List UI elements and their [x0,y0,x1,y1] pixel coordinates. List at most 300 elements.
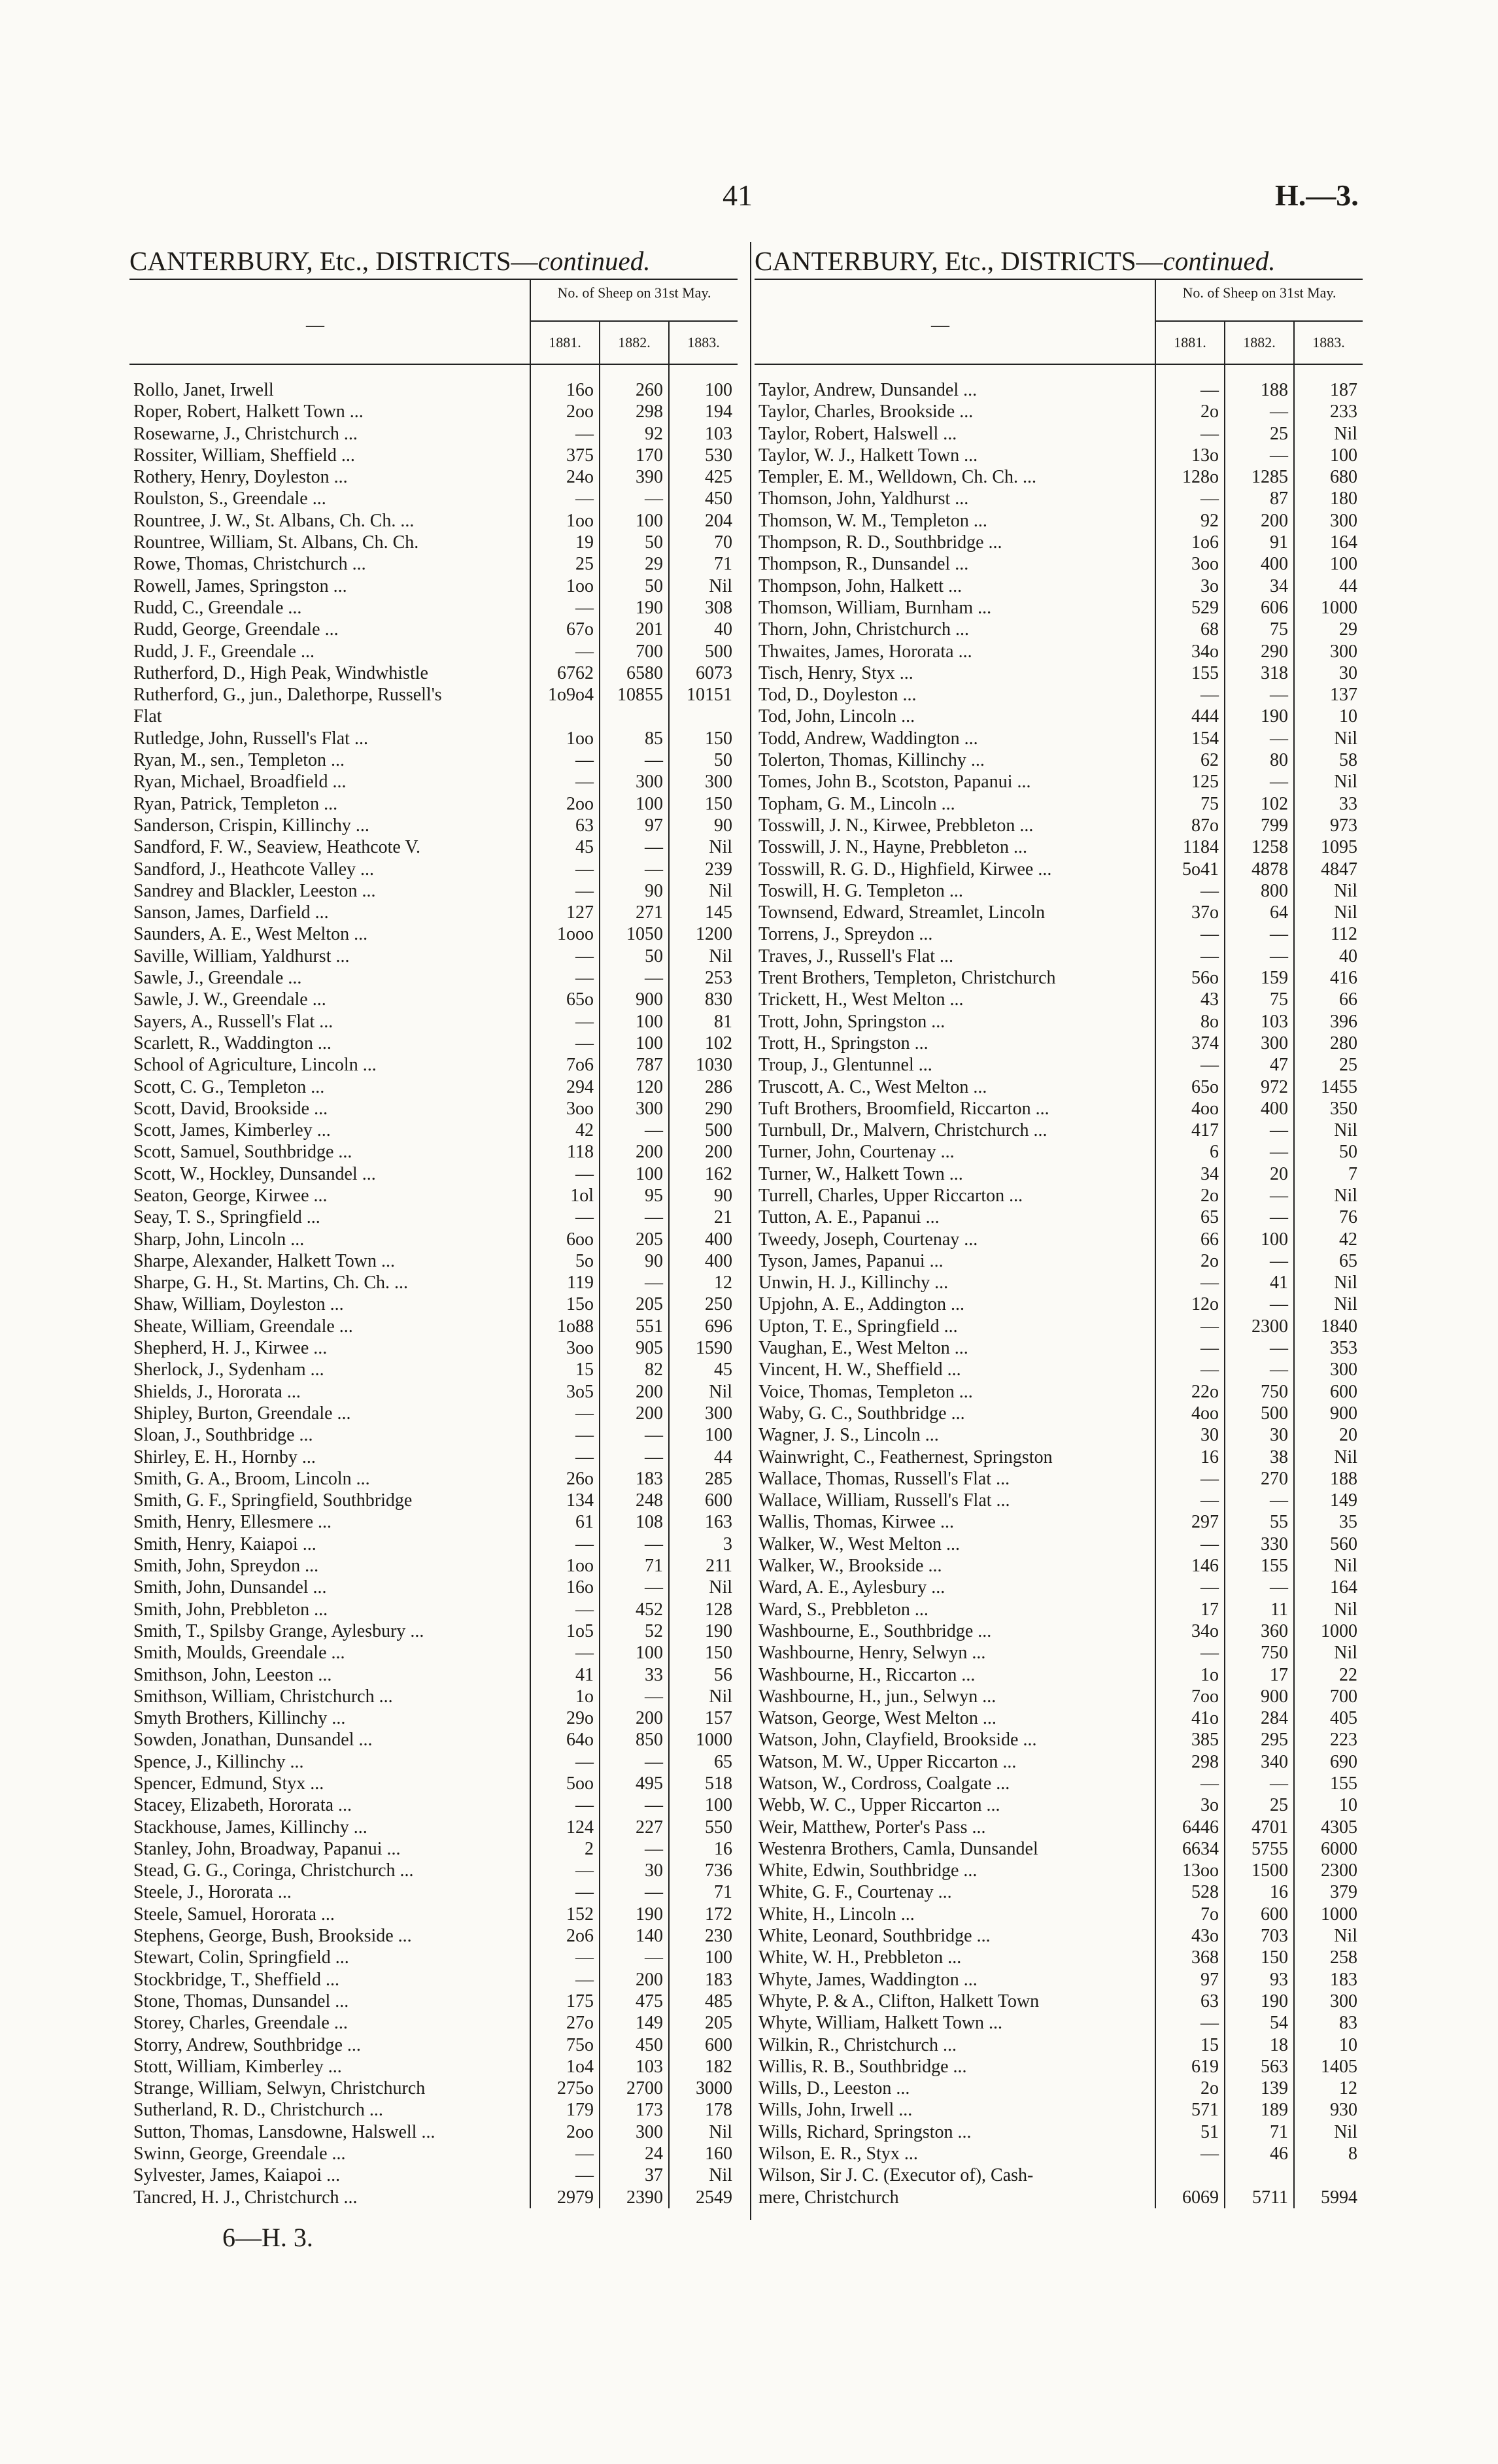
count-1883: 286 [705,1076,732,1097]
table-row [129,1511,738,1533]
count-1882: 400 [1261,554,1288,575]
owner-name: Rosewarne, J., Christchurch ... [133,423,358,444]
owner-name: Sandrey and Blackler, Leeston ... [133,880,376,901]
owner-name: Rudd, George, Greendale ... [133,619,339,640]
count-1881: 152 [566,1904,594,1925]
year-header-1882: 1882. [599,322,668,364]
table-row [755,2165,1363,2186]
count-1883: 400 [705,1229,732,1250]
count-1883: 485 [705,1991,732,2011]
count-1881: 65o [1191,1076,1219,1097]
year-header-1882: 1882. [1224,322,1293,364]
table-row [755,902,1363,923]
table-row [129,597,738,619]
table-row [129,706,738,727]
count-1883: 1030 [696,1055,732,1076]
owner-name: Watson, W., Cordross, Coalgate ... [758,1773,1010,1794]
count-1881: 42 [575,1120,594,1141]
owner-name: Sharpe, G. H., St. Martins, Ch. Ch. ... [133,1273,408,1293]
count-1881: 1o9o4 [548,685,594,706]
count-1882: 100 [636,1643,663,1664]
count-1883: 182 [705,2056,732,2077]
owner-name: Washbourne, Henry, Selwyn ... [758,1643,986,1664]
owner-name: Ryan, Michael, Broadfield ... [133,772,347,793]
count-1881: — [1200,1468,1219,1489]
owner-name: Wills, D., Leeston ... [758,2078,910,2099]
owner-name: Wallis, Thomas, Kirwee ... [758,1512,954,1533]
table-row [755,1141,1363,1163]
count-1883: 425 [705,467,732,488]
owner-name: Smith, Henry, Ellesmere ... [133,1512,332,1533]
table-row [755,684,1363,706]
table-row [755,423,1363,445]
count-1882: 75 [1270,989,1288,1010]
count-1882: 20 [1270,1163,1288,1184]
table-row [129,1337,738,1359]
owner-name: Shirley, E. H., Hornby ... [133,1446,316,1467]
owner-name: Rowe, Thomas, Christchurch ... [133,554,366,575]
count-1881: — [575,423,594,444]
table-row [129,1881,738,1903]
count-1881: — [575,1425,594,1446]
table-row [755,2187,1363,2208]
count-1883: 12 [714,1273,732,1293]
count-1883: 600 [705,1490,732,1511]
count-1882: 10855 [617,685,663,706]
owner-name: Sandford, J., Heathcote Valley ... [133,859,375,880]
count-1882: 108 [636,1512,663,1533]
table-row [129,815,738,836]
count-1882: 318 [1261,662,1288,683]
count-1883: 10151 [687,685,732,706]
count-1882: 37 [645,2165,663,2186]
owner-name: Sanson, James, Darfield ... [133,902,329,923]
count-1883: 2300 [1321,1860,1357,1881]
count-1882: — [1270,1577,1288,1598]
count-1883: 50 [714,750,732,771]
owner-name: Washbourne, E., Southbridge ... [758,1620,992,1641]
table-row [129,575,738,597]
count-1881: 66 [1200,1229,1219,1250]
table-row [129,2121,738,2143]
owner-name: Willis, R. B., Southbridge ... [758,2056,967,2077]
table-row [755,2099,1363,2121]
count-1883: 71 [714,1882,732,1903]
table-row [129,1664,738,1686]
count-1882: 4878 [1251,859,1288,880]
count-1882: 703 [1261,1926,1288,1947]
table-row [755,1555,1363,1577]
count-1882: 5755 [1251,1838,1288,1859]
count-1883: 137 [1330,685,1357,706]
count-1883: 7 [1348,1163,1357,1184]
count-1882: 452 [636,1599,663,1620]
count-1881: 7o [1200,1904,1219,1925]
count-1882: 271 [636,902,663,923]
table-body [129,365,738,2208]
count-1881: 15o [566,1294,594,1315]
owner-name: Smith, Moulds, Greendale ... [133,1643,345,1664]
count-1883: Nil [1334,1273,1357,1293]
count-1883: 258 [1330,1947,1357,1968]
count-1883: 416 [1330,968,1357,989]
count-1881: 67o [566,619,594,640]
count-1882: 18 [1270,2034,1288,2055]
owner-name: Rudd, C., Greendale ... [133,597,302,618]
table-row [129,880,738,902]
owner-name: Thwaites, James, Hororata ... [758,641,972,662]
table-row [129,1206,738,1228]
count-1882: 50 [645,575,663,596]
count-1882: 90 [645,1250,663,1271]
owner-name: Taylor, Andrew, Dunsandel ... [758,380,978,400]
year-header-1883: 1883. [1293,322,1363,364]
count-1883: 90 [714,1185,732,1206]
count-1881: 529 [1191,597,1219,618]
count-1881: 2oo [566,402,594,422]
count-1881: 1o5 [566,1620,594,1641]
count-1883: Nil [709,946,732,967]
count-1881: — [1200,1055,1219,1076]
count-1881: 5o [575,1250,594,1271]
count-1881: — [575,597,594,618]
heading-main: CANTERBURY, Etc., DISTRICTS— [129,246,538,276]
count-1882: — [645,1273,663,1293]
table-row [129,1860,738,1881]
count-1882: 170 [636,445,663,466]
count-1881: 7oo [1191,1686,1219,1707]
table-row [129,946,738,967]
count-1881: 128o [1182,467,1219,488]
owner-name: Sherlock, J., Sydenham ... [133,1360,324,1380]
count-1882: 190 [1261,1991,1288,2011]
count-1883: 128 [705,1599,732,1620]
table-row [129,1011,738,1033]
count-1881: 3o [1200,575,1219,596]
owner-name: Torrens, J., Spreydon ... [758,924,933,945]
count-1881: — [575,880,594,901]
count-1883: 100 [705,1795,732,1816]
count-1883: 22 [1339,1664,1357,1685]
count-1882: 155 [1261,1556,1288,1577]
table-row [755,1098,1363,1120]
owner-name: Troup, J., Glentunnel ... [758,1055,932,1076]
owner-name: Stewart, Colin, Springfield ... [133,1947,349,1968]
count-1883: 560 [1330,1533,1357,1554]
table-row [755,1403,1363,1424]
owner-name: Upjohn, A. E., Addington ... [758,1294,965,1315]
table-row [755,1337,1363,1359]
owner-name: Voice, Thomas, Templeton ... [758,1381,973,1402]
count-1883: 530 [705,445,732,466]
count-1881: — [575,1599,594,1620]
count-1883: 690 [1330,1751,1357,1772]
year-header-1881: 1881. [1155,322,1224,364]
count-1883: 42 [1339,1229,1357,1250]
table-row [129,1359,738,1380]
count-1881: 13o [1191,445,1219,466]
count-1881: 146 [1191,1556,1219,1577]
count-1883: 188 [1330,1468,1357,1489]
owner-name: Steele, Samuel, Hororata ... [133,1904,335,1925]
count-1881: 155 [1191,662,1219,683]
table-row [129,466,738,488]
owner-name: Smith, G. A., Broom, Lincoln ... [133,1468,370,1489]
count-1881: — [1200,946,1219,967]
owner-name: Tod, John, Lincoln ... [758,706,915,727]
table-row [755,1860,1363,1881]
owner-name: Upton, T. E., Springfield ... [758,1316,958,1337]
count-1883: 178 [705,2100,732,2121]
owner-name: Shepherd, H. J., Kirwee ... [133,1338,328,1359]
count-1881: — [1200,1643,1219,1664]
count-1882: — [1270,685,1288,706]
count-1883: 162 [705,1163,732,1184]
owner-name: Scott, C. G., Templeton ... [133,1076,325,1097]
table-row [129,379,738,401]
count-1881: 1oo [566,510,594,531]
count-1882: — [645,1751,663,1772]
count-1882: — [1270,402,1288,422]
owner-name: Smith, Henry, Kaiapoi ... [133,1533,316,1554]
table-row [129,859,738,880]
heading-main: CANTERBURY, Etc., DISTRICTS— [755,246,1163,276]
owner-name: Watson, John, Clayfield, Brookside ... [758,1730,1037,1751]
count-1882: 93 [1270,1969,1288,1990]
table-row [755,1599,1363,1620]
count-1882: 71 [1270,2121,1288,2142]
table-row [755,1206,1363,1228]
count-1883: 29 [1339,619,1357,640]
table-row [129,1468,738,1490]
count-1882: — [645,750,663,771]
count-1882: 400 [1261,1098,1288,1119]
table-row [755,793,1363,815]
count-1883: 500 [705,1120,732,1141]
count-1881: 1o88 [557,1316,594,1337]
count-1882: 799 [1261,815,1288,836]
count-1882: 29 [645,554,663,575]
count-1882: 102 [1261,793,1288,814]
count-1881: 63 [1200,1991,1219,2011]
count-1881: — [575,1882,594,1903]
table-row [755,488,1363,509]
owner-name: Unwin, H. J., Killinchy ... [758,1273,949,1293]
count-1882: 103 [1261,1011,1288,1032]
table-row [129,553,738,575]
owner-name: Stacey, Elizabeth, Hororata ... [133,1795,352,1816]
owner-name: Shaw, William, Doyleston ... [133,1294,344,1315]
owner-name: Traves, J., Russell's Flat ... [758,946,954,967]
count-1882: 100 [636,1011,663,1032]
count-1883: 4847 [1321,859,1357,880]
owner-name: Tosswill, J. N., Hayne, Prebbleton ... [758,837,1028,858]
table-row [755,662,1363,684]
count-1881: 8o [1200,1011,1219,1032]
table-row [129,836,738,858]
count-1882: — [1270,445,1288,466]
table-row [755,1490,1363,1511]
table-row [129,2056,738,2078]
count-1881: — [1200,880,1219,901]
count-1883: 200 [705,1142,732,1163]
owner-name: Thompson, R. D., Southbridge ... [758,532,1002,553]
count-1882: 30 [1270,1425,1288,1446]
table-row [755,1381,1363,1403]
count-1882: 24 [645,2144,663,2165]
owner-name: Stanley, John, Broadway, Papanui ... [133,1838,401,1859]
count-1883: 1000 [696,1730,732,1751]
count-1882: 200 [636,1969,663,1990]
count-1882: — [1270,1338,1288,1359]
count-1882: — [645,1838,663,1859]
owner-name: Rudd, J. F., Greendale ... [133,641,315,662]
count-1882: 200 [636,1403,663,1424]
count-1881: 34o [1191,641,1219,662]
table-row [755,1947,1363,1968]
owner-name: Wallace, Thomas, Russell's Flat ... [758,1468,1010,1489]
count-1881: 51 [1200,2121,1219,2142]
count-1881: 3oo [566,1338,594,1359]
table-row [755,1991,1363,2012]
count-1882: 295 [1261,1730,1288,1751]
count-1881: 368 [1191,1947,1219,1968]
table-row [129,923,738,945]
count-1883: 239 [705,859,732,880]
count-1882: 330 [1261,1533,1288,1554]
count-1882: 100 [636,1033,663,1053]
column-heading [755,243,1363,279]
count-1883: 16 [714,1838,732,1859]
count-1881: 15 [1200,2034,1219,2055]
count-1882: — [1270,924,1288,945]
count-1881: 34 [1200,1163,1219,1184]
count-1881: 119 [567,1273,594,1293]
owner-name: Stackhouse, James, Killinchy ... [133,1817,367,1838]
owner-name: Tutton, A. E., Papanui ... [758,1207,940,1228]
count-1882: 25 [1270,1795,1288,1816]
count-1881: 16o [566,1577,594,1598]
owner-name: Smith, G. F., Springfield, Southbridge [133,1490,413,1511]
table-row [755,2078,1363,2099]
owner-name: Trickett, H., West Melton ... [758,989,964,1010]
count-1881: 2o6 [566,1926,594,1947]
table-row [755,836,1363,858]
table-row [755,1577,1363,1598]
count-1881: 2o [1200,1185,1219,1206]
owner-name: Walker, W., West Melton ... [758,1533,961,1554]
count-1882: 390 [636,467,663,488]
owner-name: Spence, J., Killinchy ... [133,1751,304,1772]
count-1883: Nil [709,2165,732,2186]
count-1883: 930 [1330,2100,1357,2121]
table-row [129,1925,738,1947]
count-1883: 223 [1330,1730,1357,1751]
table-row [755,815,1363,836]
count-1881: — [575,1533,594,1554]
owner-name: Templer, E. M., Welldown, Ch. Ch. ... [758,467,1037,488]
count-1882: 450 [636,2034,663,2055]
owner-name: Taylor, W. J., Halkett Town ... [758,445,978,466]
owner-name: Smith, T., Spilsby Grange, Aylesbury ... [133,1620,424,1641]
count-1882: 159 [1261,968,1288,989]
owner-name: Wilkin, R., Christchurch ... [758,2034,957,2055]
owner-name: Trott, H., Springston ... [758,1033,928,1053]
count-1883: 90 [714,815,732,836]
count-1882: — [645,1882,663,1903]
owner-name: Smith, John, Spreydon ... [133,1556,319,1577]
count-1883: 290 [705,1098,732,1119]
count-1883: 205 [705,2013,732,2034]
table-row [755,1424,1363,1446]
count-1881: — [1200,1273,1219,1293]
table-row [129,2165,738,2186]
owner-name: Sowden, Jonathan, Dunsandel ... [133,1730,373,1751]
owner-name: Tancred, H. J., Christchurch ... [133,2187,358,2208]
count-1883: 1840 [1321,1316,1357,1337]
table-row [129,1969,738,1991]
count-1881: 41 [575,1664,594,1685]
owner-name: Rountree, William, St. Albans, Ch. Ch. [133,532,419,553]
count-1882: 97 [645,815,663,836]
count-1881: 22o [1191,1381,1219,1402]
count-1883: 35 [1339,1512,1357,1533]
count-1883: 3000 [696,2078,732,2099]
count-1883: 45 [714,1360,732,1380]
count-1881: — [1200,1316,1219,1337]
table-row [755,880,1363,902]
owner-name: Saunders, A. E., West Melton ... [133,924,368,945]
table-row [755,989,1363,1010]
owner-name: Thorn, John, Christchurch ... [758,619,969,640]
count-1882: — [1270,772,1288,793]
count-1883: 233 [1330,402,1357,422]
count-1882: 200 [1261,510,1288,531]
count-1882: 100 [1261,1229,1288,1250]
count-1883: 44 [714,1446,732,1467]
owner-name: Wallace, William, Russell's Flat ... [758,1490,1010,1511]
owner-name: Rossiter, William, Sheffield ... [133,445,355,466]
count-1883: 405 [1330,1708,1357,1729]
count-1882: 600 [1261,1904,1288,1925]
owner-name: Townsend, Edward, Streamlet, Lincoln [758,902,1046,923]
table-row [129,1773,738,1794]
owner-name: Storry, Andrew, Southbridge ... [133,2034,361,2055]
count-1881: 294 [566,1076,594,1097]
count-1883: 6000 [1321,1838,1357,1859]
count-1883: 8 [1348,2144,1357,2165]
table-row [755,401,1363,422]
count-1883: 1000 [1321,597,1357,618]
count-1881: 29o [566,1708,594,1729]
table-row [755,1011,1363,1033]
count-1883: 70 [714,532,732,553]
table-row [755,575,1363,597]
owner-name: Tisch, Henry, Styx ... [758,662,913,683]
count-1881: — [575,488,594,509]
table-row [755,445,1363,466]
table-row [755,859,1363,880]
count-1883: 4305 [1321,1817,1357,1838]
count-1881: — [1200,423,1219,444]
count-1883: 2549 [696,2187,732,2208]
count-1883: 33 [1339,793,1357,814]
count-1881: 2979 [557,2187,594,2208]
count-1883: 172 [705,1904,732,1925]
count-1881: — [1200,1773,1219,1794]
owner-name: Wilson, Sir J. C. (Executor of), Cash- [758,2165,1034,2186]
count-1881: 6oo [566,1229,594,1250]
